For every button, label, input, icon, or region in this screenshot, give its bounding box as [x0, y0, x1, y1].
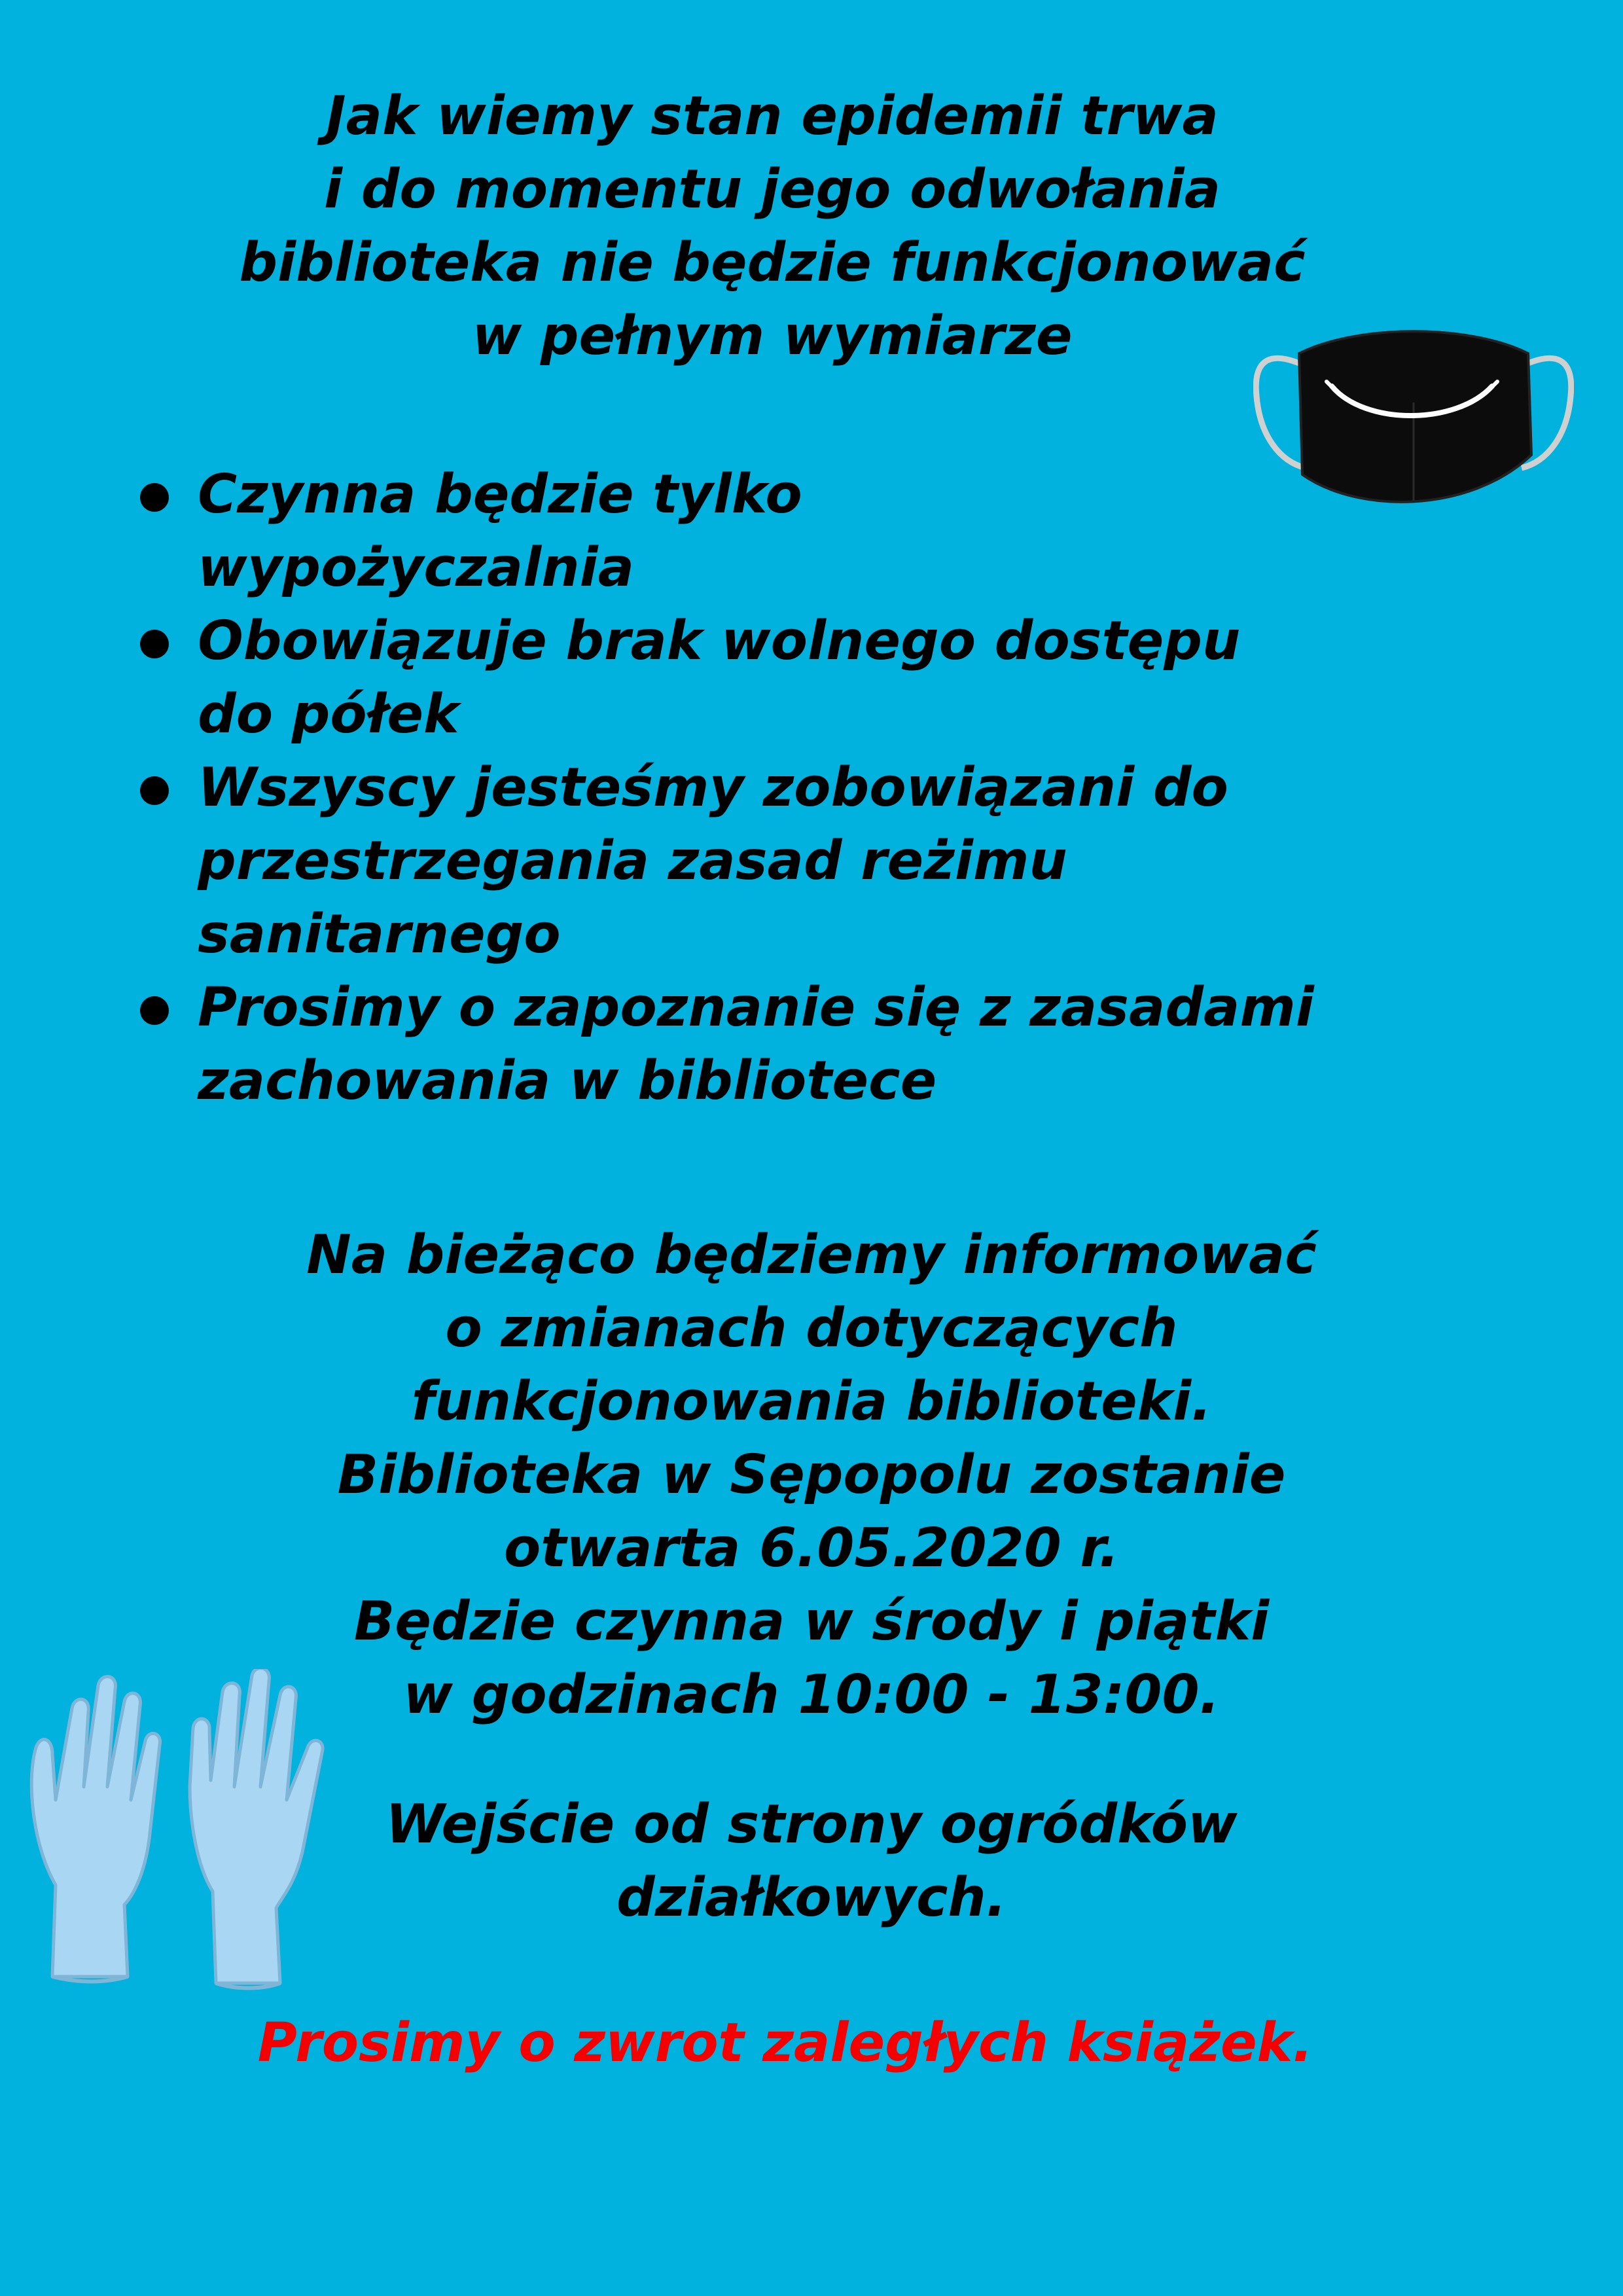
entrance-info [0, 1788, 1623, 1935]
intro-line: i do momentu jego odwołania [324, 158, 1221, 221]
list-item-line: Wszyscy jesteśmy zobowiązani do [198, 757, 1228, 819]
list-item [131, 971, 1505, 1118]
list-item-line: sanitarnego [198, 903, 561, 965]
opening-info-line: Biblioteka w Sępopolu zostanie [337, 1444, 1286, 1506]
bullet-icon [140, 996, 169, 1025]
entrance-line: Wejście od strony ogródków [385, 1793, 1238, 1856]
entrance-line: działkowych. [616, 1867, 1007, 1929]
opening-info-line: Na bieżąco będziemy informować [306, 1224, 1317, 1286]
list-item-line: Obowiązuje brak wolnego dostępu [198, 610, 1241, 672]
intro-line: biblioteka nie będzie funkcjonować [239, 232, 1306, 294]
opening-info-line: o zmianach dotyczących [445, 1297, 1178, 1359]
book-return-notice: Prosimy o zwrot zaległych książek. [257, 2012, 1313, 2074]
list-item-line: zachowania w bibliotece [198, 1050, 937, 1112]
list-item-line: przestrzegania zasad reżimu [198, 830, 1067, 892]
intro-line: Jak wiemy stan epidemii trwa [326, 85, 1219, 147]
opening-info-line: otwarta 6.05.2020 r. [503, 1517, 1120, 1579]
list-item [131, 458, 1505, 605]
opening-info-line: funkcjonowania biblioteki. [411, 1371, 1212, 1433]
list-item-line: Prosimy o zapoznanie się z zasadami [198, 977, 1314, 1039]
opening-info [0, 1219, 1623, 1732]
list-item [131, 605, 1505, 751]
opening-info-line: w godzinach 10:00 - 13:00. [403, 1664, 1220, 1726]
bullet-icon [140, 630, 169, 658]
rules-list [131, 458, 1505, 1118]
list-item-line: Czynna będzie tylko [198, 463, 802, 526]
list-item-line: do półek [198, 683, 459, 745]
list-item [131, 751, 1505, 971]
list-item-line: wypożyczalnia [198, 537, 635, 599]
bullet-icon [140, 776, 169, 805]
bullet-icon [140, 483, 169, 512]
intro-line: w pełnym wymiarze [472, 305, 1073, 367]
opening-info-line: Będzie czynna w środy i piątki [353, 1590, 1270, 1653]
